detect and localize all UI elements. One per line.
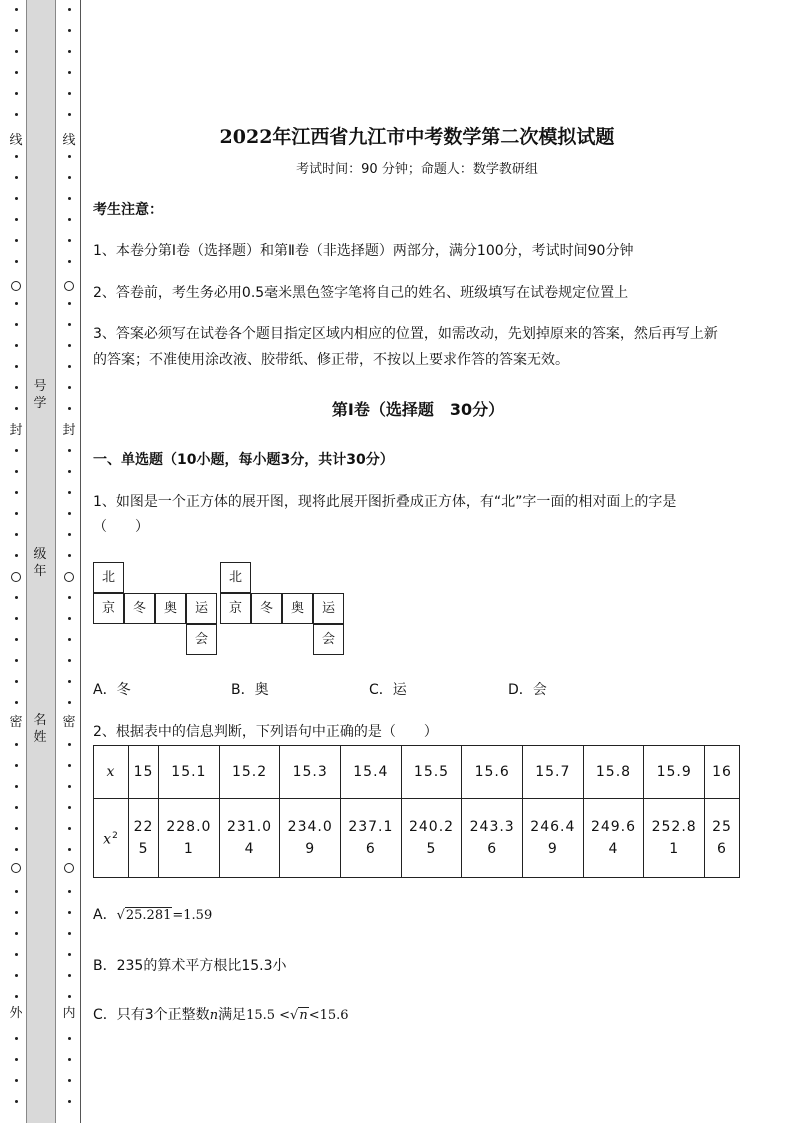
margin-dot	[68, 743, 71, 746]
margin-dot	[68, 848, 71, 851]
table-cell-text: 228.0	[166, 819, 212, 835]
table-cell-text: 2	[112, 831, 119, 842]
margin-dot	[68, 302, 71, 305]
margin-dot	[15, 197, 18, 200]
notice-heading: 考生注意：	[93, 202, 163, 218]
table-cell	[280, 799, 341, 878]
margin-dot	[68, 890, 71, 893]
margin-dot	[15, 302, 18, 305]
margin-dot	[15, 71, 18, 74]
table-cell-text: 6	[717, 841, 727, 857]
margin-dot	[68, 953, 71, 956]
margin-dot	[68, 218, 71, 221]
margin-dot	[68, 365, 71, 368]
ineq-right: <15.6	[308, 1008, 349, 1023]
margin-dot	[15, 491, 18, 494]
table-cell: 15.9	[644, 746, 705, 799]
margin-dot	[68, 806, 71, 809]
margin-circle	[11, 281, 21, 291]
margin-dot	[15, 50, 18, 53]
margin-dot	[15, 533, 18, 536]
margin-dot	[68, 50, 71, 53]
margin-dot	[15, 8, 18, 11]
margin-dot	[68, 1079, 71, 1082]
margin-circle	[64, 281, 74, 291]
margin-dot	[68, 785, 71, 788]
q1-option-d: D．会	[508, 682, 547, 698]
table-cell-text: 6	[365, 841, 376, 857]
margin-dot	[15, 113, 18, 116]
margin-dot	[68, 29, 71, 32]
inner-cut-line	[62, 0, 76, 1123]
margin-dot	[68, 470, 71, 473]
margin-dot	[15, 953, 18, 956]
q2-option-a	[93, 902, 743, 929]
margin-dot	[15, 365, 18, 368]
margin-dot	[68, 533, 71, 536]
margin-dot	[68, 344, 71, 347]
margin-glyph-feng: 封	[9, 423, 23, 438]
table-cell-text: 6	[487, 841, 498, 857]
table-cell-text: 4	[608, 841, 619, 857]
table-cell	[644, 799, 705, 878]
student-id-label	[26, 378, 54, 412]
margin-dot	[15, 743, 18, 746]
table-cell-text: 243.3	[469, 819, 515, 835]
table-cell: 15.1	[159, 746, 220, 799]
table-cell: 15.6	[462, 746, 523, 799]
margin-dot	[68, 92, 71, 95]
sqrt-sign: √	[290, 1008, 299, 1023]
margin-dot	[68, 1037, 71, 1040]
margin-dot	[15, 848, 18, 851]
table-cell	[159, 799, 220, 878]
grade-label-text: 级年	[33, 547, 47, 579]
option-letter: A．	[93, 907, 117, 923]
table-cell-text: 1	[669, 841, 680, 857]
margin-dot	[68, 701, 71, 704]
net-cell: 冬	[124, 593, 155, 624]
option-text: C．只有3个正整数	[93, 1007, 210, 1023]
table-cell: 15.8	[583, 746, 644, 799]
margin-dot	[68, 659, 71, 662]
net-cell: 奥	[155, 593, 186, 624]
margin-dot	[68, 995, 71, 998]
margin-dot	[15, 1058, 18, 1061]
notice-item-2: 2、答卷前，考生务必用0.5毫米黑色签字笔将自己的姓名、班级填写在试卷规定位置上	[93, 285, 629, 301]
margin-dot	[15, 911, 18, 914]
table-cell-text: 231.0	[227, 819, 273, 835]
margin-dot	[15, 974, 18, 977]
table-cell	[705, 799, 740, 878]
margin-dot	[68, 617, 71, 620]
margin-dot	[68, 638, 71, 641]
margin-dot	[68, 932, 71, 935]
margin-dot	[15, 470, 18, 473]
outer-cut-line	[9, 0, 23, 1123]
margin-dot	[68, 512, 71, 515]
radicand: n	[299, 1008, 308, 1023]
notice-item-3-line-1: 3、答案必须写在试卷各个题目指定区域内相应的位置，如需改动，先划掉原来的答案，然后再写上新	[93, 326, 718, 342]
table-cell-text: x	[106, 764, 116, 780]
q2-table	[93, 745, 740, 878]
margin-dot	[68, 974, 71, 977]
margin-dot	[68, 680, 71, 683]
table-cell: 16	[705, 746, 740, 799]
margin-dot	[15, 995, 18, 998]
margin-dot	[68, 323, 71, 326]
margin-glyph-mi: 密	[9, 715, 23, 730]
table-cell-text: 25	[712, 819, 732, 835]
table-cell-text: 4	[244, 841, 255, 857]
margin-dot	[15, 218, 18, 221]
margin-dot	[68, 197, 71, 200]
margin-dot	[15, 785, 18, 788]
net-cell: 运	[186, 593, 217, 624]
margin-dot	[15, 932, 18, 935]
q1-option-a: A．冬	[93, 682, 131, 698]
q1-option-c: C．运	[369, 682, 407, 698]
margin-dot	[68, 554, 71, 557]
net-cell: 运	[313, 593, 344, 624]
margin-dot	[15, 764, 18, 767]
margin-dot	[68, 260, 71, 263]
margin-dot	[68, 8, 71, 11]
table-cell	[341, 799, 402, 878]
margin-circle	[11, 863, 21, 873]
table-cell: 15.4	[341, 746, 402, 799]
table-cell-text: 9	[305, 841, 316, 857]
margin-glyph-mi: 密	[62, 715, 76, 730]
table-cell: 15	[129, 746, 159, 799]
margin-dot	[15, 260, 18, 263]
margin-dot	[15, 1100, 18, 1103]
margin-dot	[15, 92, 18, 95]
margin-dot	[15, 659, 18, 662]
table-cell-text: 22	[133, 819, 154, 835]
margin-dot	[15, 449, 18, 452]
margin-dot	[15, 680, 18, 683]
table-cell-text: 5	[426, 841, 437, 857]
table-cell-text: 240.2	[408, 819, 455, 835]
margin-dot	[68, 176, 71, 179]
q1-stem-line-1: 1、如图是一个正方体的展开图，现将此展开图折叠成正方体，有“北”字一面的相对面上的字是	[93, 494, 677, 510]
margin-dot	[15, 29, 18, 32]
name-label-text: 名姓	[33, 713, 47, 745]
table-row-x	[94, 746, 740, 799]
margin-dot	[68, 764, 71, 767]
margin-dot	[15, 554, 18, 557]
name-label	[26, 712, 54, 746]
margin-dot	[15, 827, 18, 830]
table-cell-text: 237.1	[348, 819, 394, 835]
margin-dot	[15, 701, 18, 704]
table-cell: 15.2	[219, 746, 280, 799]
table-cell-text: 252.8	[651, 819, 697, 835]
margin-dot	[15, 1079, 18, 1082]
margin-dot	[15, 806, 18, 809]
margin-dot	[15, 890, 18, 893]
table-cell-text: 234.0	[287, 819, 333, 835]
margin-dot	[68, 386, 71, 389]
margin-dot	[68, 491, 71, 494]
table-cell-text: 9	[547, 841, 558, 857]
margin-dot	[68, 1058, 71, 1061]
margin-dot	[15, 176, 18, 179]
margin-dot	[68, 1100, 71, 1103]
section-title: 第Ⅰ卷（选择题 30分）	[331, 400, 505, 419]
table-cell	[219, 799, 280, 878]
margin-glyph-xian: 线	[9, 133, 23, 148]
table-cell: 15.7	[523, 746, 584, 799]
net-cell: 京	[220, 593, 251, 624]
table-header-x	[94, 746, 129, 799]
margin-dot	[68, 407, 71, 410]
student-id-label-text: 号学	[33, 379, 47, 411]
net-cell: 北	[220, 562, 251, 593]
margin-dot	[15, 239, 18, 242]
q2-option-b: B．235的算术平方根比15.3小	[93, 958, 287, 974]
margin-dot	[68, 239, 71, 242]
ineq-left: 15.5 <	[246, 1008, 291, 1023]
net-cell: 奥	[282, 593, 313, 624]
table-cell	[129, 799, 159, 878]
table-cell-text: x	[103, 831, 113, 848]
q2-stem: 2、根据表中的信息判断，下列语句中正确的是（ ）	[93, 724, 438, 740]
notice-item-3-line-2: 的答案；不准使用涂改液、胶带纸、修正带，不按以上要求作答的答案无效。	[93, 352, 569, 368]
margin-circle	[64, 863, 74, 873]
margin-circle	[64, 572, 74, 582]
table-cell	[401, 799, 462, 878]
sqrt-sign: √	[116, 908, 125, 923]
margin-glyph-nei: 内	[62, 1006, 76, 1021]
exam-title: 2022年江西省九江市中考数学第二次模拟试题	[219, 126, 615, 148]
margin-circle	[11, 572, 21, 582]
table-cell	[583, 799, 644, 878]
net-cell: 北	[93, 562, 124, 593]
margin-dot	[15, 638, 18, 641]
table-cell-text: 5	[138, 841, 149, 857]
margin-dot	[15, 323, 18, 326]
net-cell: 京	[93, 593, 124, 624]
margin-dot	[15, 386, 18, 389]
table-cell-text: 246.4	[530, 819, 576, 835]
table-cell-text: 1	[183, 841, 194, 857]
table-cell	[462, 799, 523, 878]
margin-dot	[15, 1037, 18, 1040]
exam-subtitle: 考试时间：90 分钟；命题人：数学教研组	[296, 162, 538, 177]
grade-label	[26, 546, 54, 580]
table-cell-text: 249.6	[590, 819, 637, 835]
table-header-x-squared	[94, 799, 129, 878]
margin-dot	[15, 596, 18, 599]
margin-glyph-xian: 线	[62, 133, 76, 148]
margin-dot	[68, 71, 71, 74]
table-row-x-squared	[94, 799, 740, 878]
margin-dot	[15, 407, 18, 410]
table-cell: 15.3	[280, 746, 341, 799]
q1-option-b: B．奥	[231, 682, 269, 698]
variable: n	[209, 1008, 219, 1023]
margin-dot	[68, 113, 71, 116]
q1-stem-line-2: （ ）	[93, 519, 149, 535]
margin-dot	[68, 911, 71, 914]
margin-dot	[68, 155, 71, 158]
option-text: 满足	[218, 1007, 247, 1023]
binding-margin-line	[80, 0, 81, 1123]
table-cell: 15.5	[401, 746, 462, 799]
margin-dot	[68, 827, 71, 830]
net-cell: 会	[186, 624, 217, 655]
radicand: 25.281	[125, 908, 172, 923]
margin-dot	[15, 155, 18, 158]
margin-dot	[68, 449, 71, 452]
margin-dot	[15, 617, 18, 620]
margin-dot	[68, 596, 71, 599]
margin-dot	[15, 512, 18, 515]
net-cell: 会	[313, 624, 344, 655]
margin-dot	[15, 344, 18, 347]
q2-option-c	[93, 1002, 743, 1029]
table-cell	[523, 799, 584, 878]
margin-glyph-feng: 封	[62, 423, 76, 438]
notice-item-1: 1、本卷分第Ⅰ卷（选择题）和第Ⅱ卷（非选择题）两部分，满分100分，考试时间90分钟	[93, 243, 634, 259]
margin-glyph-wai: 外	[9, 1006, 23, 1021]
part-title: 一、单选题（10小题，每小题3分，共计30分）	[93, 452, 394, 468]
option-rest: =1.59	[172, 908, 213, 923]
net-cell: 冬	[251, 593, 282, 624]
